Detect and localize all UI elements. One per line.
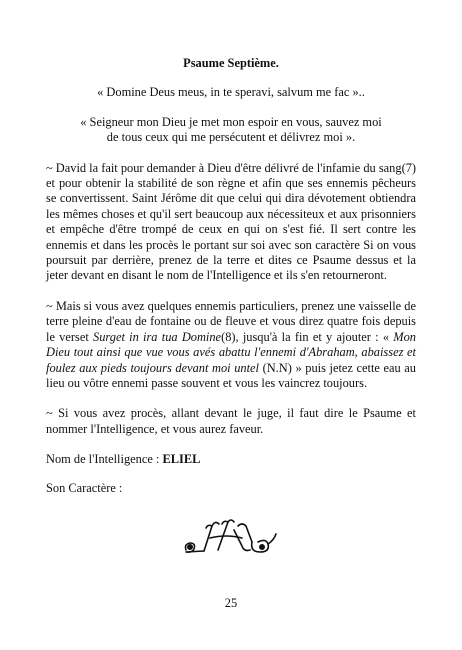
seal-glyph-icon (182, 516, 278, 558)
page-title: Psaume Septième. (183, 56, 279, 70)
prayer-text: Mon Dieu tout ainsi que vue vous avés abattu l'ennemi d'Abraham, abaissez et foulez aux pieds toujours devant moi untel (46, 329, 416, 375)
paragraph-usage: ~ David la fait pour demander à Dieu d'être délivré de l'infamie du sang(7) et pour obtenir la stabilité de son règne et afin que ses ennemis pêcheurs se convertissent. Saint Jérôme dit que celui qui dira dévotement obtiendra les mêmes choses et qu'il sert beaucoup aux nécessiteux et aux prisonniers et empêche d'être trompé de ceux en qui on s'est fié. Il sert contre les ennemis et dans les procès le portant sur soi avec son caractère Si on vous poursuit par derrière, prenez de la terre et dites ce Psaume dessus et la jeter devant en disant le nom de l'Intelligence et ils s'en retourneront. (46, 160, 417, 283)
latin-verse: « Domine Deus meus, in te speravi, salvum me fac ».. (97, 85, 365, 100)
paragraph-enemies-text-3: (N.N) » puis jetez cette eau au lieu ou vôtre ennemi passe souvent et vous les vaincrez toujours. (46, 360, 417, 390)
french-verse-line-2: de tous ceux qui me persécutent et délivrez moi ». (106, 130, 356, 145)
french-verse (46, 115, 416, 146)
paragraph-enemies (46, 299, 416, 391)
paragraph-enemies-text-1: ~ Mais si vous avez quelques ennemis particuliers, prenez une vaisselle de terre pleine d'eau de fontaine ou de fleuve et vous direz quatre fois depuis le verset (46, 298, 416, 344)
french-verse-line-1: « Seigneur mon Dieu je met mon espoir en vous, sauvez moi (80, 114, 382, 129)
intelligence-line (46, 452, 416, 467)
page-number: 25 (224, 596, 238, 610)
paragraph-enemies-text-2: (8), jusqu'à la fin et y ajouter : « (221, 329, 394, 344)
intelligence-name: ELIEL (162, 452, 201, 467)
character-label: Son Caractère : (46, 480, 123, 495)
document-page (46, 56, 416, 496)
intelligence-label: Nom de l'Intelligence : (46, 452, 163, 467)
paragraph-trial: ~ Si vous avez procès, allant devant le juge, il faut dire le Psaume et nommer l'Intelligence, et vous aurez faveur. (46, 406, 416, 436)
latin-verse-reference: Surget in ira tua Domine (93, 329, 222, 344)
